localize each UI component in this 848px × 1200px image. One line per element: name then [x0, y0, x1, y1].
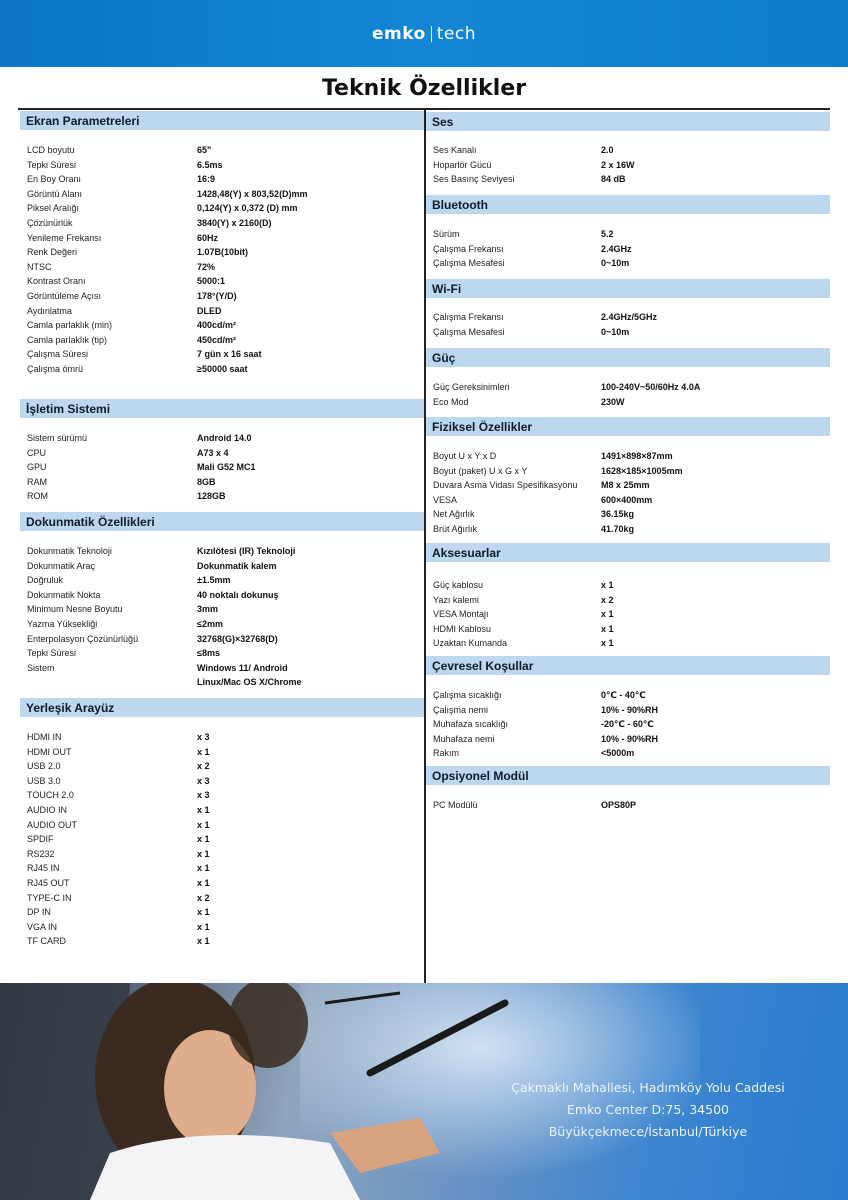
spec-label: TOUCH 2.0 — [27, 790, 74, 801]
spec-label: USB 2.0 — [27, 761, 61, 772]
section-header: Güç — [426, 348, 830, 367]
spec-label: Çalışma Mesafesi — [433, 326, 505, 337]
spec-label: Çalışma ömrü — [27, 364, 84, 374]
spec-row — [426, 607, 830, 621]
spec-label: Doğruluk — [27, 575, 64, 586]
section-header: Dokunmatik Özellikleri — [20, 512, 424, 531]
spec-label: RAM — [27, 476, 47, 487]
spec-value: x 1 — [197, 936, 210, 947]
emko-tech-logo — [372, 24, 476, 44]
spec-value: <5000m — [601, 748, 635, 759]
spec-value: M8 x 25mm — [601, 480, 650, 491]
spec-value: 128GB — [197, 491, 226, 502]
company-address — [488, 1077, 808, 1143]
spec-value: x 1 — [197, 805, 210, 815]
spec-label: Görüntüleme Açısı — [27, 291, 102, 301]
spec-row — [20, 818, 424, 832]
section-header: Yerleşik Arayüz — [20, 698, 424, 717]
spec-row — [20, 274, 424, 288]
spec-row — [426, 732, 830, 746]
spec-label: TF CARD — [27, 936, 66, 947]
spec-label: TYPE-C IN — [27, 892, 72, 903]
spec-row — [426, 449, 830, 463]
spec-row — [426, 622, 830, 636]
spec-value: 72% — [197, 261, 216, 272]
spec-value: x 1 — [197, 907, 210, 918]
spec-label: Boyut U x Y x D — [433, 451, 497, 461]
spec-label: Yazı kalemi — [433, 594, 479, 605]
address-line: Emko Center D:75, 34500 — [567, 1102, 729, 1117]
spec-label: VESA — [433, 494, 458, 505]
spec-value: 40 noktalı dokunuş — [197, 589, 279, 600]
spec-label: VGA IN — [27, 921, 58, 932]
spec-label: RS232 — [27, 848, 55, 859]
spec-label: RJ45 IN — [27, 863, 60, 874]
spec-row — [426, 578, 830, 592]
spec-row — [20, 489, 424, 503]
spec-row — [20, 260, 424, 274]
spec-label: HDMI IN — [27, 732, 62, 742]
spec-row — [20, 187, 424, 201]
spec-row — [20, 730, 424, 744]
spec-value: 1428,48(Y) x 803,52(D)mm — [197, 188, 308, 199]
spec-value: Android 14.0 — [197, 433, 252, 443]
spec-label: Çözünürlük — [27, 218, 73, 228]
spec-label: Eco Mod — [433, 396, 469, 407]
spec-row — [20, 318, 424, 332]
spec-row — [426, 227, 830, 241]
spec-value: 2.4GHz/5GHz — [601, 312, 658, 322]
spec-row — [20, 143, 424, 157]
spec-value: 0~10m — [601, 258, 630, 269]
section-header: İşletim Sistemi — [20, 399, 424, 418]
spec-label: Çalışma Frekansı — [433, 312, 504, 322]
spec-label: Brüt Ağırlık — [433, 524, 478, 534]
spec-value: x 1 — [601, 638, 614, 649]
spec-value: x 1 — [197, 834, 210, 845]
spec-row — [20, 832, 424, 846]
spec-row — [426, 507, 830, 521]
spec-row — [20, 289, 424, 303]
spec-label: Çalışma sıcaklığı — [433, 690, 502, 700]
spec-value: ≥50000 saat — [197, 364, 248, 374]
spec-row — [426, 746, 830, 760]
address-line: Büyükçekmece/İstanbul/Türkiye — [548, 1124, 748, 1139]
section-header: Çevresel Koşullar — [426, 656, 830, 675]
spec-label: Tepki Süresi — [27, 648, 77, 659]
spec-value: 7 gün x 16 saat — [197, 349, 262, 360]
spec-label: Sürüm — [433, 229, 460, 239]
spec-row — [20, 475, 424, 489]
spec-value: x 3 — [197, 775, 210, 786]
spec-row — [426, 717, 830, 731]
spec-value: 400cd/m² — [197, 320, 237, 331]
spec-value: 32768(G)×32768(D) — [197, 633, 278, 644]
spec-value: x 2 — [601, 594, 614, 605]
spec-value: 41.70kg — [601, 524, 635, 534]
spec-value: x 1 — [197, 878, 210, 888]
spec-row — [20, 847, 424, 861]
spec-row — [20, 216, 424, 230]
spec-value: OPS80P — [601, 800, 637, 810]
spec-value: 3840(Y) x 2160(D) — [197, 218, 272, 228]
logo-brand: emko — [371, 23, 426, 44]
spec-row — [426, 256, 830, 270]
spec-row — [426, 464, 830, 478]
spec-value: x 3 — [197, 732, 210, 742]
spec-value: Dokunmatik kalem — [197, 560, 277, 571]
spec-label: Renk Değeri — [27, 247, 78, 258]
spec-label: Güç kablosu — [433, 580, 484, 590]
spec-value: 8GB — [197, 476, 216, 487]
spec-value: x 1 — [197, 863, 210, 874]
spec-value: 2.0 — [601, 145, 614, 155]
spec-row — [426, 703, 830, 717]
spec-row — [20, 861, 424, 875]
spec-label: Camla parlaklık (min) — [27, 320, 113, 331]
spec-label: Kontrast Oranı — [27, 276, 86, 287]
spec-label: Rakım — [433, 748, 460, 759]
spec-value: -20℃ - 60℃ — [601, 719, 654, 730]
spec-label: ROM — [27, 491, 48, 502]
spec-label: Ses Kanalı — [433, 145, 477, 155]
spec-row — [20, 304, 424, 318]
spec-row — [20, 544, 424, 558]
spec-label: Muhafaza nemi — [433, 733, 495, 744]
spec-value: x 1 — [601, 580, 614, 590]
spec-label: AUDIO IN — [27, 805, 68, 815]
spec-row — [20, 661, 424, 675]
spec-row — [20, 460, 424, 474]
spec-label: Camla parlaklık (tip) — [27, 334, 108, 345]
spec-label: Güç Gereksinimleri — [433, 382, 510, 392]
spec-value: ±1.5mm — [197, 575, 231, 586]
spec-row — [20, 675, 424, 689]
logo-separator — [431, 26, 432, 42]
spec-row — [426, 242, 830, 256]
spec-row — [20, 632, 424, 646]
spec-row — [426, 325, 830, 339]
spec-value: 3mm — [197, 604, 219, 615]
spec-label: Muhafaza sıcaklığı — [433, 719, 509, 730]
spec-label: USB 3.0 — [27, 775, 61, 786]
spec-row — [426, 593, 830, 607]
spec-row — [20, 788, 424, 802]
spec-label: LCD boyutu — [27, 145, 75, 155]
spec-label: GPU — [27, 462, 47, 473]
spec-label: SPDIF — [27, 834, 54, 845]
section-header: Fiziksel Özellikler — [426, 417, 830, 436]
spec-label: Sistem — [27, 662, 55, 673]
spec-value: x 1 — [197, 921, 210, 932]
spec-row — [20, 588, 424, 602]
spec-row — [20, 347, 424, 361]
spec-label: DP IN — [27, 907, 51, 918]
spec-label: Tepki Süresi — [27, 159, 77, 170]
spec-value: 60Hz — [197, 232, 219, 243]
section-header: Ses — [426, 112, 830, 131]
spec-row — [20, 231, 424, 245]
spec-value: Kızılötesi (IR) Teknoloji — [197, 546, 296, 556]
spec-label: Ses Basınç Seviyesi — [433, 174, 515, 185]
spec-label: Çalışma Frekansı — [433, 243, 504, 254]
spec-value: x 3 — [197, 790, 210, 801]
spec-row — [426, 395, 830, 409]
spec-value: Windows 11/ Android — [197, 662, 288, 673]
spec-label: Boyut (paket) U x G x Y — [433, 465, 528, 476]
section-header: Aksesuarlar — [426, 543, 830, 562]
spec-label: Aydınlatma — [27, 305, 72, 316]
page-title: Teknik Özellikler — [321, 76, 527, 101]
spec-value: 0~10m — [601, 326, 630, 337]
spec-value: 2 x 16W — [601, 159, 635, 170]
spec-value: 5000:1 — [197, 276, 226, 287]
spec-value: DLED — [197, 305, 222, 316]
spec-label: HDMI Kablosu — [433, 623, 492, 634]
spec-row — [20, 745, 424, 759]
spec-row — [426, 172, 830, 186]
spec-label: VESA Montajı — [433, 609, 489, 620]
spec-value: x 1 — [601, 623, 614, 634]
spec-value: 230W — [601, 396, 625, 407]
spec-row — [20, 905, 424, 919]
spec-value: 450cd/m² — [197, 334, 237, 345]
spec-value: 0,124(Y) x 0,372 (D) mm — [197, 203, 298, 214]
spec-value: 10% - 90%RH — [601, 733, 659, 744]
spec-row — [20, 172, 424, 186]
spec-row — [20, 891, 424, 905]
spec-row — [20, 617, 424, 631]
spec-value: 0℃ - 40℃ — [601, 690, 646, 700]
spec-value: x 1 — [197, 848, 210, 859]
section-header: Wi-Fi — [426, 279, 830, 298]
spec-label: Dokunmatik Nokta — [27, 589, 101, 600]
spec-value: 600×400mm — [601, 494, 653, 505]
spec-value: 65" — [197, 145, 212, 155]
spec-row — [20, 362, 424, 376]
spec-row — [426, 688, 830, 702]
spec-label: Çalışma Mesafesi — [433, 258, 505, 269]
spec-row — [20, 446, 424, 460]
spec-label: Enterpolasyon Çözünürlüğü — [27, 633, 139, 644]
spec-label: Duvara Asma Vidası Spesifikasyonu — [433, 480, 578, 491]
spec-row — [20, 573, 424, 587]
spec-row — [426, 493, 830, 507]
spec-row — [426, 380, 830, 394]
spec-row — [426, 522, 830, 536]
spec-label: Görüntü Alanı — [27, 188, 83, 199]
spec-label: CPU — [27, 447, 47, 458]
spec-row — [20, 201, 424, 215]
spec-row — [20, 431, 424, 445]
spec-value: x 1 — [197, 819, 210, 830]
spec-row — [20, 876, 424, 890]
spec-value: 178°(Y/D) — [197, 291, 237, 301]
spec-row — [426, 143, 830, 157]
spec-value: 36.15kg — [601, 509, 635, 520]
spec-label: En Boy Oranı — [27, 174, 82, 185]
spec-value: 1.07B(10bit) — [197, 247, 249, 258]
address-line: Çakmaklı Mahallesi, Hadımköy Yolu Caddesi — [511, 1080, 785, 1095]
spec-row — [426, 158, 830, 172]
spec-value: 100-240V~50/60Hz 4.0A — [601, 382, 701, 392]
spec-row — [20, 934, 424, 948]
spec-row — [426, 310, 830, 324]
spec-row — [20, 559, 424, 573]
spec-label: Sistem sürümü — [27, 433, 88, 443]
spec-row — [20, 602, 424, 616]
spec-value: 84 dB — [601, 174, 626, 185]
spec-value: 16:9 — [197, 174, 216, 185]
spec-row — [426, 478, 830, 492]
spec-label: Yazma Yüksekliği — [27, 619, 98, 629]
spec-value: ≤2mm — [197, 619, 223, 629]
header-bar — [0, 0, 848, 67]
classroom-photo — [0, 983, 848, 1200]
spec-label: Çalışma Süresi — [27, 349, 89, 360]
spec-value: A73 x 4 — [197, 447, 229, 458]
spec-value: 1491×898×87mm — [601, 451, 673, 461]
spec-value: x 2 — [197, 761, 210, 772]
spec-label: Minimum Nesne Boyutu — [27, 604, 123, 615]
spec-row — [20, 333, 424, 347]
spec-label: Piksel Aralığı — [27, 203, 80, 214]
spec-value: 10% - 90%RH — [601, 704, 659, 715]
spec-label: Çalışma nemi — [433, 704, 489, 715]
spec-label: HDMI OUT — [27, 746, 72, 757]
spec-label: RJ45 OUT — [27, 878, 70, 888]
spec-value: 1628×185×1005mm — [601, 465, 683, 476]
section-header: Ekran Parametreleri — [20, 111, 424, 130]
spec-row — [20, 158, 424, 172]
spec-label: Dokunmatik Teknoloji — [27, 546, 112, 556]
spec-value: x 1 — [197, 746, 210, 757]
spec-label: Net Ağırlık — [433, 509, 475, 520]
section-header: Bluetooth — [426, 195, 830, 214]
logo-sub: tech — [436, 23, 477, 44]
spec-label: PC Modülü — [433, 800, 478, 810]
spec-label: AUDIO OUT — [27, 819, 78, 830]
spec-value: 6.5ms — [197, 159, 223, 170]
spec-value: ≤8ms — [197, 648, 220, 659]
spec-value: 2.4GHz — [601, 243, 632, 254]
spec-label: Dokunmatik Araç — [27, 560, 96, 571]
spec-row — [20, 245, 424, 259]
spec-row — [20, 774, 424, 788]
spec-label: NTSC — [27, 261, 52, 272]
spec-row — [20, 646, 424, 660]
spec-row — [20, 803, 424, 817]
spec-row — [20, 759, 424, 773]
spec-value: Mali G52 MC1 — [197, 462, 256, 473]
spec-label: Hoparlör Gücü — [433, 159, 492, 170]
spec-row — [426, 636, 830, 650]
spec-value: x 1 — [601, 609, 614, 620]
section-header: Opsiyonel Modül — [426, 766, 830, 785]
spec-value: Linux/Mac OS X/Chrome — [197, 677, 302, 688]
spec-row — [20, 920, 424, 934]
spec-label: Uzaktan Kumanda — [433, 638, 508, 649]
spec-value: x 2 — [197, 892, 210, 903]
spec-label: Yenileme Frekansı — [27, 232, 102, 243]
spec-row — [426, 798, 830, 812]
spec-value: 5.2 — [601, 229, 614, 239]
